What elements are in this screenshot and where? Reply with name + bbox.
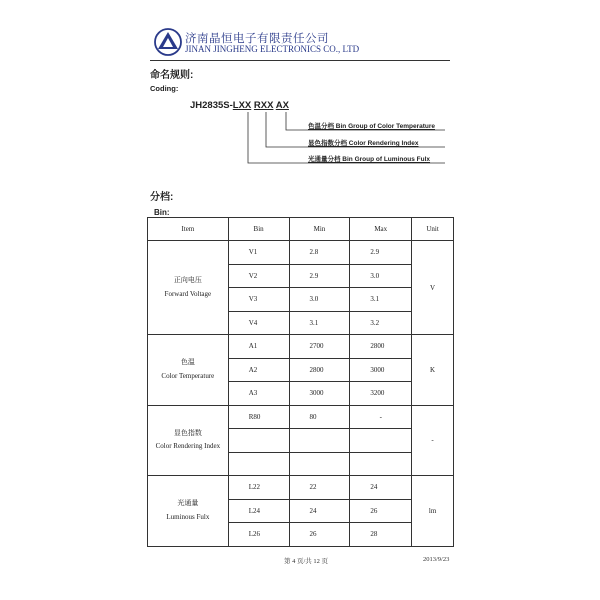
group-name-cn: 显色指数 bbox=[173, 428, 202, 437]
max-cell: 3.2 bbox=[350, 311, 412, 335]
bin-cell: A1 bbox=[228, 335, 289, 359]
min-cell: 2700 bbox=[289, 335, 350, 359]
bin-cell: R80 bbox=[228, 405, 289, 429]
max-cell: 24 bbox=[350, 476, 412, 500]
group-luminous-flux bbox=[148, 476, 229, 547]
bin-cell: L24 bbox=[228, 499, 289, 523]
min-cell: 80 bbox=[289, 405, 350, 429]
group-name-en: Color Temperature bbox=[161, 371, 215, 380]
group-color-temperature bbox=[148, 335, 229, 406]
legend-color-temperature: 色温分档 Bin Group of Color Temperature bbox=[308, 123, 435, 130]
min-cell: 3000 bbox=[289, 382, 350, 406]
max-cell: 26 bbox=[350, 499, 412, 523]
bin-cell: V2 bbox=[228, 264, 289, 288]
header-item: Item bbox=[148, 218, 229, 241]
table-row bbox=[148, 476, 454, 500]
group-name-en: Luminous Fulx bbox=[166, 512, 210, 521]
min-cell bbox=[289, 452, 350, 476]
min-cell: 2.8 bbox=[289, 241, 350, 265]
max-cell: 2800 bbox=[350, 335, 412, 359]
bin-cell: V4 bbox=[228, 311, 289, 335]
group-name-en: Forward Voltage bbox=[164, 289, 212, 298]
part-code-cri-segment: RXX bbox=[253, 100, 274, 111]
min-cell: 2800 bbox=[289, 358, 350, 382]
min-cell bbox=[289, 429, 350, 453]
max-cell: 28 bbox=[350, 523, 412, 547]
bins-heading: 分档: bbox=[150, 192, 174, 203]
min-cell: 2.9 bbox=[289, 264, 350, 288]
header-divider bbox=[150, 60, 450, 61]
part-code-prefix: JH2835S- bbox=[190, 100, 233, 111]
company-logo-icon bbox=[153, 27, 183, 57]
min-cell: 24 bbox=[289, 499, 350, 523]
group-color-rendering-index bbox=[148, 405, 229, 476]
bin-cell: V3 bbox=[228, 288, 289, 312]
group-forward-voltage bbox=[148, 241, 229, 335]
max-cell: - bbox=[350, 405, 412, 429]
part-code-cct-segment: AX bbox=[275, 100, 289, 111]
header-max: Max bbox=[350, 218, 412, 241]
group-name-cn: 色温 bbox=[180, 358, 195, 367]
max-cell bbox=[350, 429, 412, 453]
bin-cell: A3 bbox=[228, 382, 289, 406]
min-cell: 26 bbox=[289, 523, 350, 547]
max-cell: 3.0 bbox=[350, 264, 412, 288]
table-header-row bbox=[148, 218, 454, 241]
min-cell: 22 bbox=[289, 476, 350, 500]
page-number: 第 4 页/共 12 页 bbox=[284, 558, 329, 565]
table-row bbox=[148, 405, 454, 429]
unit-cell: - bbox=[412, 405, 454, 476]
coding-label: Coding: bbox=[150, 84, 179, 93]
max-cell: 3.1 bbox=[350, 288, 412, 312]
part-code bbox=[190, 100, 289, 111]
legend-luminous-flux: 光通量分档 Bin Group of Luminous Fulx bbox=[308, 156, 431, 163]
unit-cell: K bbox=[412, 335, 454, 406]
bin-cell bbox=[228, 429, 289, 453]
naming-rules-heading: 命名规则: bbox=[150, 70, 194, 81]
legend-color-rendering-index: 显色指数分档 Color Rendering Index bbox=[308, 140, 419, 147]
bin-table bbox=[147, 217, 454, 547]
unit-cell: V bbox=[412, 241, 454, 335]
min-cell: 3.0 bbox=[289, 288, 350, 312]
bin-cell bbox=[228, 452, 289, 476]
max-cell: 2.9 bbox=[350, 241, 412, 265]
unit-cell: lm bbox=[412, 476, 454, 547]
bin-cell: A2 bbox=[228, 358, 289, 382]
max-cell: 3000 bbox=[350, 358, 412, 382]
bin-label: Bin: bbox=[154, 208, 170, 217]
header-min: Min bbox=[289, 218, 350, 241]
company-name-cn: 济南晶恒电子有限责任公司 bbox=[185, 33, 329, 45]
header-unit: Unit bbox=[412, 218, 454, 241]
group-name-cn: 光通量 bbox=[177, 499, 199, 508]
max-cell: 3200 bbox=[350, 382, 412, 406]
company-header bbox=[153, 24, 453, 60]
table-row bbox=[148, 241, 454, 265]
bin-cell: V1 bbox=[228, 241, 289, 265]
bin-cell: L22 bbox=[228, 476, 289, 500]
group-name-cn: 正向电压 bbox=[173, 276, 202, 285]
group-name-en: Color Rendering Index bbox=[155, 442, 221, 451]
part-code-luminous-segment: LXX bbox=[232, 100, 252, 111]
max-cell bbox=[350, 452, 412, 476]
min-cell: 3.1 bbox=[289, 311, 350, 335]
bin-cell: L26 bbox=[228, 523, 289, 547]
company-name-en: JINAN JINGHENG ELECTRONICS CO., LTD bbox=[185, 44, 360, 54]
header-bin: Bin bbox=[228, 218, 289, 241]
document-date: 2013/9/23 bbox=[423, 556, 450, 563]
table-row bbox=[148, 335, 454, 359]
